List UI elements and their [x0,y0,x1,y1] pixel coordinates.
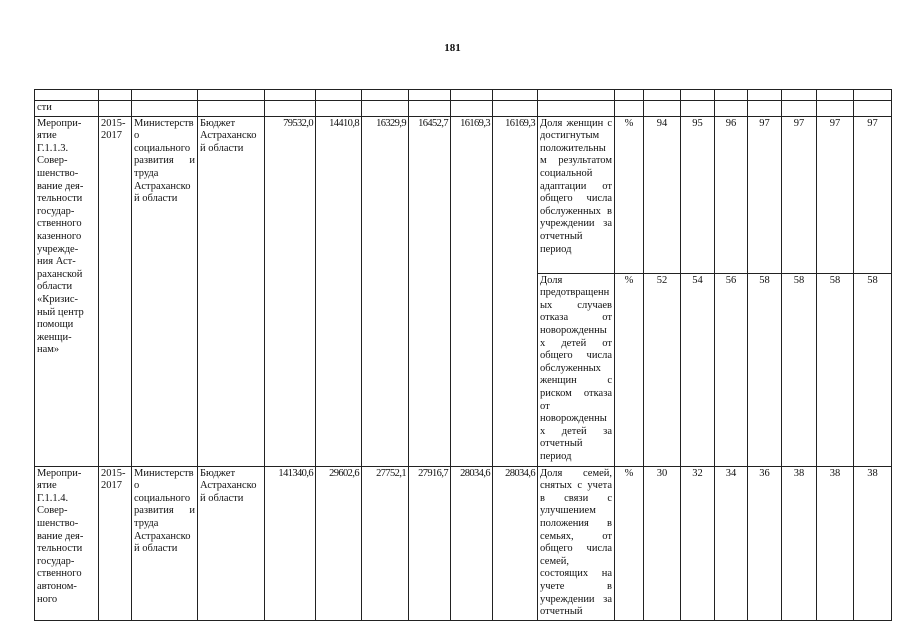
measure-name-line: Меропри- [37,467,82,479]
indicator-cell: Доля предотвращенных случаев отказа от новорожденных детей от общего числа обслуженных женщин с риском отказа от новорожденных детей за отчетный период [538,273,615,466]
unit-cell: % [615,116,644,273]
target-value-cell: 56 [715,273,748,466]
measure-name [37,118,96,357]
measures-table [34,89,892,621]
measure-name [37,468,96,607]
page-number: 181 [444,42,461,54]
target-value-cell: 30 [644,466,681,620]
target-value-cell: 38 [782,466,817,620]
amount-cell: 27916,7 [409,466,451,620]
measure-name-line: государ- [37,555,75,567]
amount-cell: 16452,7 [409,116,451,466]
table-row [35,116,892,273]
measure-name-line: Г.1.1.4. [37,492,69,504]
target-value-cell: 58 [854,273,892,466]
amount-cell: 16169,3 [493,116,538,466]
target-value-cell: 32 [681,466,715,620]
measure-name-line: Совер- [37,505,68,517]
unit-cell: % [615,273,644,466]
funding-source-cell: Бюджет Астраханской области [198,116,265,466]
target-value-cell: 58 [782,273,817,466]
table-row [35,466,892,620]
target-value-cell: 95 [681,116,715,273]
target-value-cell: 97 [782,116,817,273]
target-value-cell: 34 [715,466,748,620]
amount-cell: 16169,3 [451,116,493,466]
target-value-cell: 58 [748,273,782,466]
measure-name-line: шенство- [37,517,79,529]
measure-name-line: помощи [37,319,74,331]
measure-name-line: ственного [37,218,82,230]
indicator-cell: Доля семей, снятых с учета в связи с улучшением положения в семьях, от общего числа семей, состоящих на учете в учреждении за отчетный [538,466,615,620]
measure-name-line: женщи- [37,331,72,343]
amount-cell: 29602,6 [316,466,362,620]
target-value-cell: 94 [644,116,681,273]
measure-name-line: области [37,281,73,293]
funding-source-cell: Бюджет Астраханской области [198,466,265,620]
measure-name-line: казенного [37,230,82,242]
amount-total-cell: 79532,0 [265,116,316,466]
measure-name-line: ного [37,593,58,605]
measure-name-line: раханской [37,268,83,280]
target-value-cell: 54 [681,273,715,466]
amount-cell: 28034,6 [493,466,538,620]
amount-total-cell: 141340,6 [265,466,316,620]
amount-cell: 27752,1 [362,466,409,620]
measure-name-line: Г.1.1.3. [37,142,69,154]
measure-name-line: автоном- [37,580,77,592]
target-value-cell: 96 [715,116,748,273]
measure-name-line: ственного [37,568,82,580]
target-value-cell: 97 [854,116,892,273]
executor-cell: Министерство социального развития и труда Астраханской области [132,466,198,620]
measure-name-line: нам» [37,344,60,356]
measure-name-line: ния Аст- [37,256,76,268]
target-value-cell: 38 [817,466,854,620]
continuation-row [35,101,892,117]
target-value-cell: 38 [854,466,892,620]
measure-name-line: ятие [37,130,57,142]
measure-name-line: ный центр [37,306,84,318]
measure-name-line: учрежде- [37,243,79,255]
measure-name-cell [35,116,99,466]
table-header-strip [35,90,892,101]
target-value-cell: 97 [748,116,782,273]
measure-name-line: Меропри- [37,117,82,129]
target-value-cell: 52 [644,273,681,466]
target-value-cell: 97 [817,116,854,273]
measure-name-line: государ- [37,205,75,217]
unit-cell: % [615,466,644,620]
amount-cell: 28034,6 [451,466,493,620]
measure-name-line: шенство- [37,167,79,179]
measure-name-line: Совер- [37,155,68,167]
measure-name-line: вание дея- [37,530,84,542]
target-value-cell: 36 [748,466,782,620]
executor-cell: Министерство социального развития и труда Астраханской области [132,116,198,466]
measure-name-cell [35,466,99,620]
measure-name-line: тельности [37,543,83,555]
period-cell: 2015-2017 [99,466,132,620]
continuation-cell: сти [35,101,99,117]
measure-name-line: вание дея- [37,180,84,192]
period-cell: 2015-2017 [99,116,132,466]
measure-name-line: тельности [37,193,83,205]
amount-cell: 16329,9 [362,116,409,466]
target-value-cell: 58 [817,273,854,466]
measure-name-line: ятие [37,480,57,492]
amount-cell: 14410,8 [316,116,362,466]
indicator-cell: Доля женщин с достигнутым положительным результатом социальной адаптации от общего числа обслуженных в учреждении за отчетный период [538,116,615,273]
measure-name-line: «Кризис- [37,293,79,305]
